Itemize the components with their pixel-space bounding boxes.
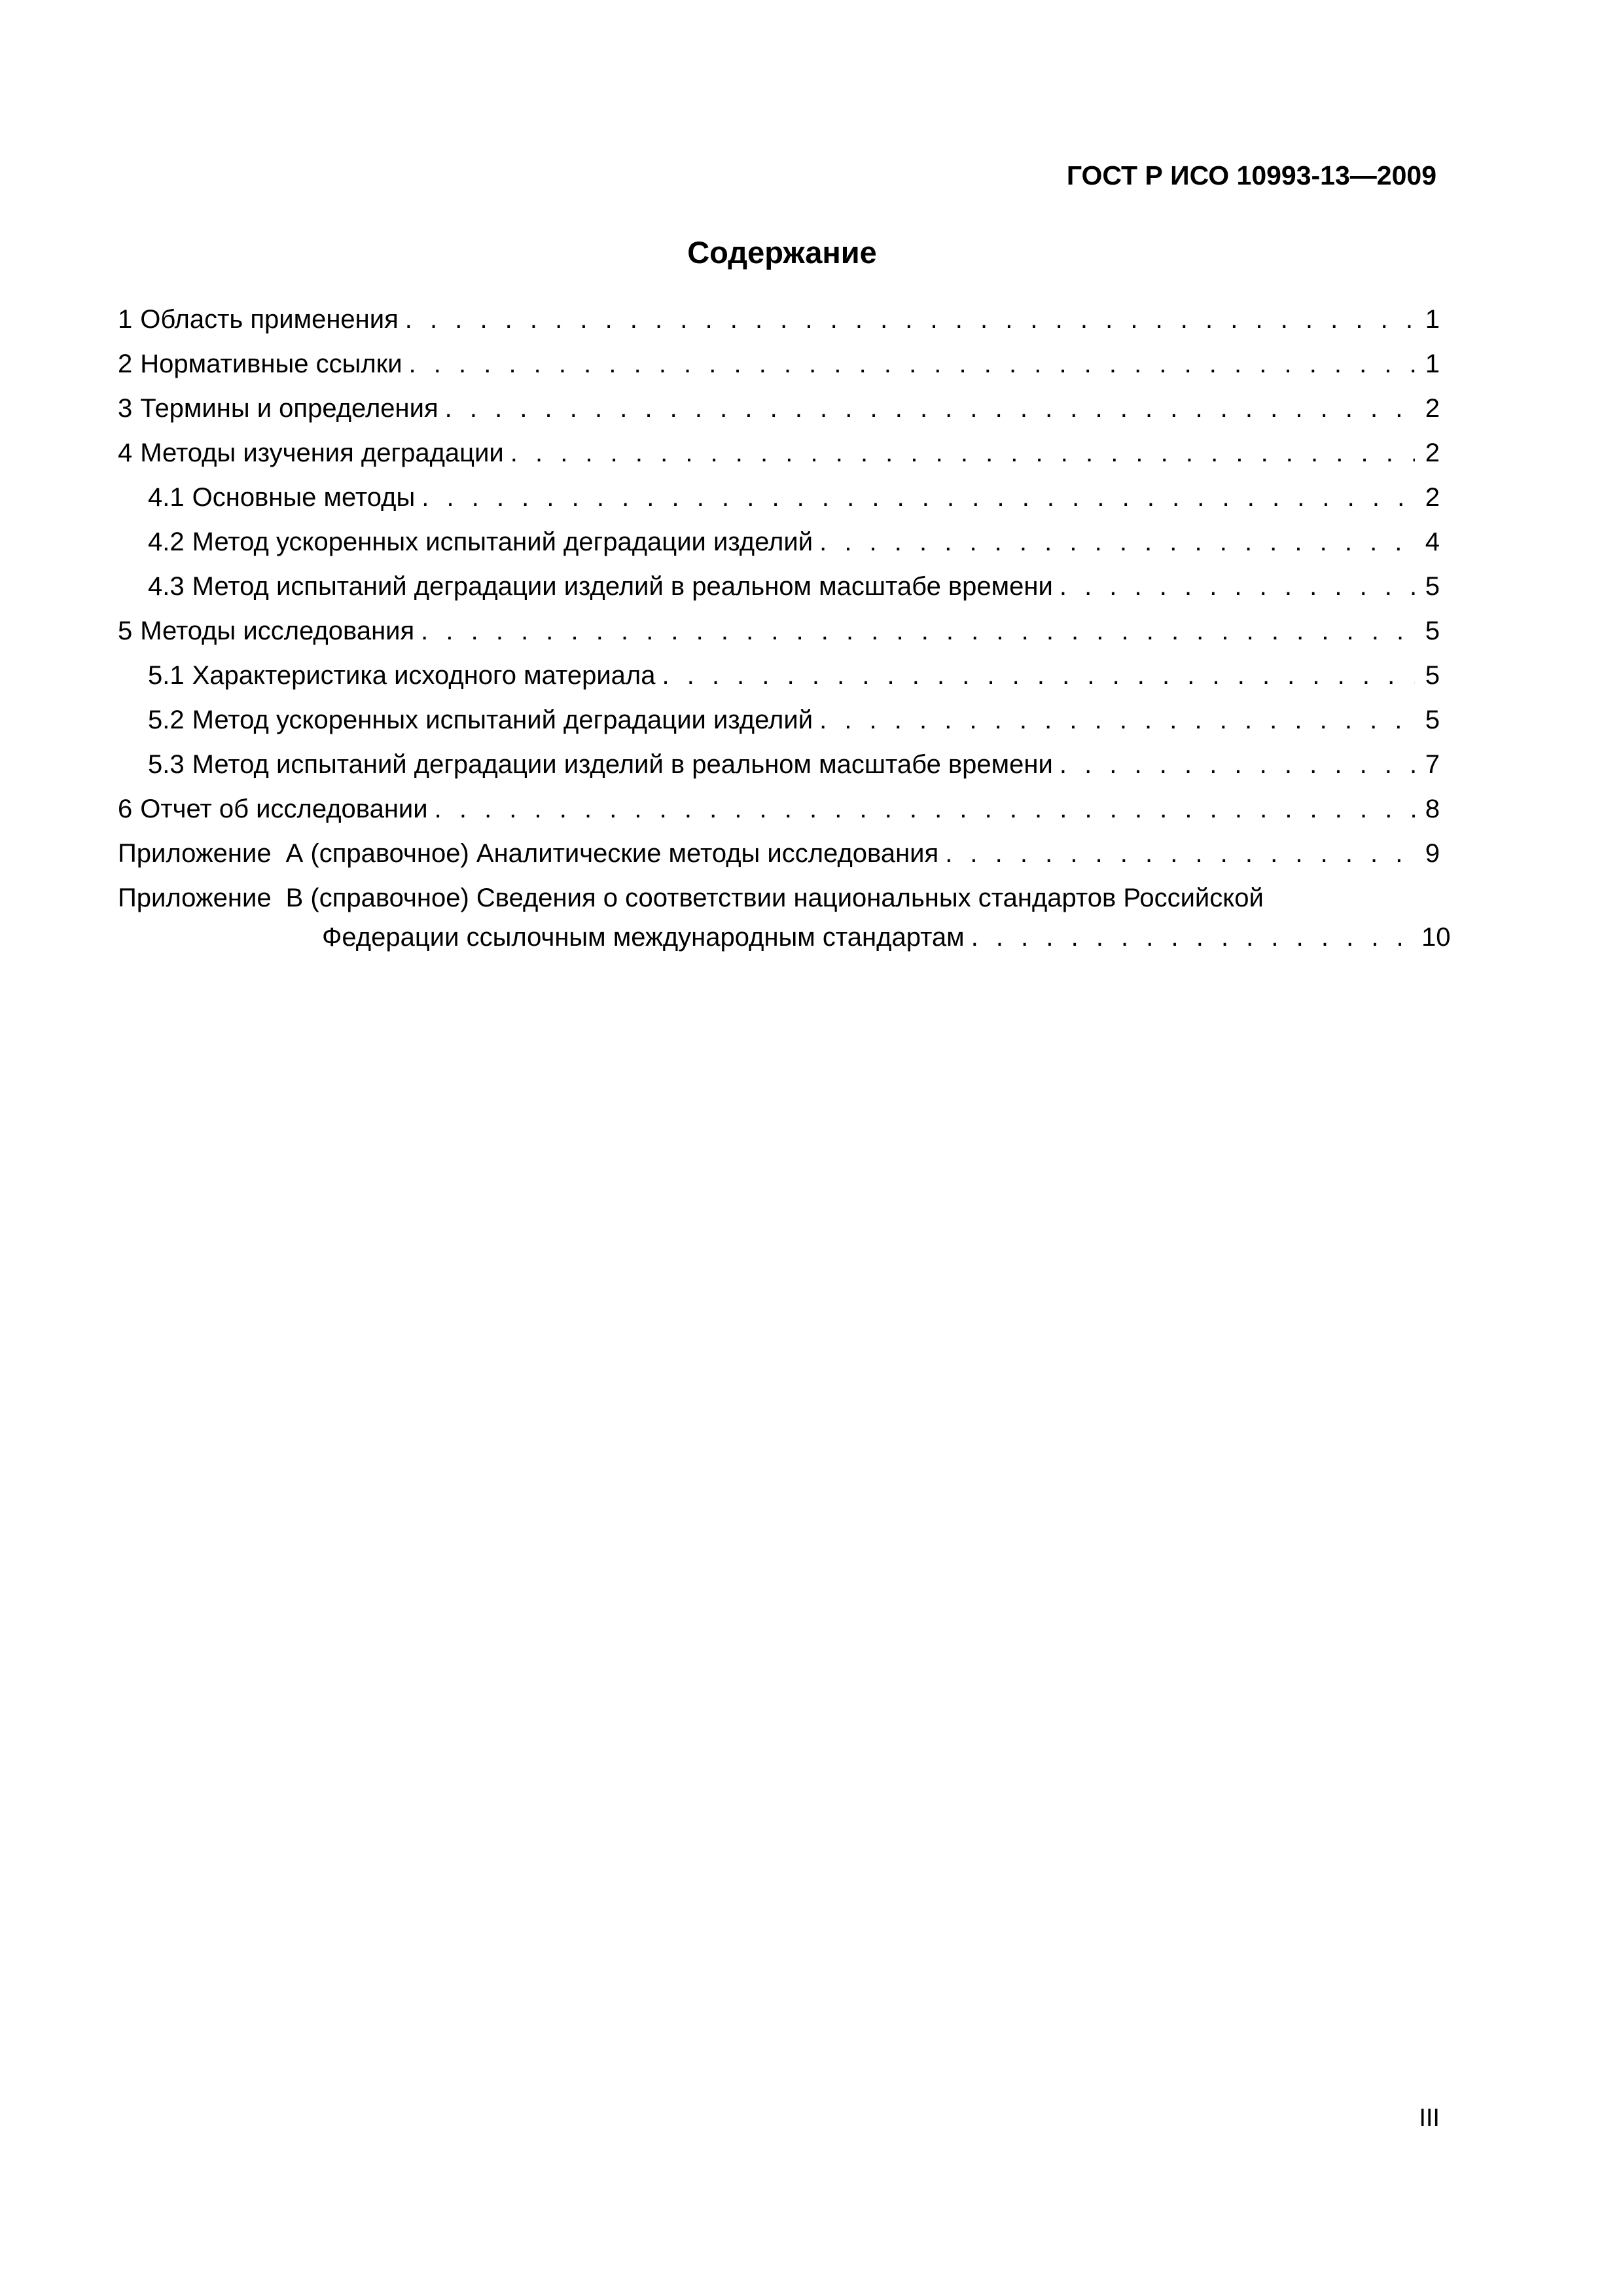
toc-entry-number: 5.1	[148, 661, 185, 690]
toc-entry-title: Нормативные ссылки	[140, 350, 402, 378]
toc-entry-number: 4.1	[148, 483, 185, 512]
toc-appendix-entry[interactable]	[118, 881, 1440, 920]
toc-entry-title: Область применения	[140, 305, 399, 334]
dot-leader	[662, 658, 1416, 692]
toc-entry-title: Метод ускоренных испытаний деградации изделий	[192, 706, 813, 734]
table-of-contents	[118, 302, 1451, 961]
toc-entry-number: 4.2	[148, 528, 185, 556]
dot-leader	[435, 792, 1415, 826]
toc-entry-page: 2	[1425, 439, 1440, 467]
dot-leader	[405, 302, 1415, 336]
toc-subentry[interactable]	[118, 525, 1440, 569]
toc-entry-page: 5	[1425, 617, 1440, 645]
dot-leader	[1060, 747, 1415, 781]
appendix-title: А (справочное) Аналитические методы исследования	[285, 839, 939, 868]
toc-entry-number: 5.2	[148, 706, 185, 734]
toc-entry[interactable]	[118, 347, 1440, 391]
toc-entry-number: 2	[118, 350, 133, 378]
toc-entry-number: 4	[118, 439, 133, 467]
toc-subentry[interactable]	[118, 703, 1440, 747]
toc-entry-page: 5	[1425, 661, 1440, 690]
toc-subentry[interactable]	[118, 480, 1440, 525]
toc-entry-number: 3	[118, 394, 133, 423]
toc-entry[interactable]	[118, 792, 1440, 836]
toc-entry-page: 5	[1425, 572, 1440, 601]
toc-entry[interactable]	[118, 391, 1440, 436]
toc-entry-page: 5	[1425, 706, 1440, 734]
dot-leader	[819, 525, 1415, 559]
appendix-label: Приложение	[118, 884, 272, 912]
toc-appendix-entry[interactable]	[118, 836, 1440, 881]
toc-entry-page: 10	[1421, 923, 1451, 952]
toc-entry-number: 5.3	[148, 750, 185, 779]
dot-leader	[945, 836, 1415, 870]
toc-entry-title: Основные методы	[192, 483, 416, 512]
document-code: ГОСТ Р ИСО 10993-13—2009	[1066, 160, 1436, 190]
toc-entry-title: Методы изучения деградации	[140, 439, 504, 467]
toc-entry[interactable]	[118, 436, 1440, 480]
toc-entry-page: 9	[1425, 839, 1440, 868]
dot-leader	[971, 920, 1415, 954]
toc-entry-page: 2	[1425, 394, 1440, 423]
toc-entry-number: 6	[118, 795, 133, 823]
toc-entry-title: Характеристика исходного материала	[192, 661, 656, 690]
toc-entry-title: Термины и определения	[140, 394, 438, 423]
toc-entry[interactable]	[118, 302, 1440, 347]
toc-subentry[interactable]	[118, 747, 1440, 792]
page-number: III	[1419, 2104, 1440, 2132]
appendix-title: В (справочное) Сведения о соответствии национальных стандартов Российской	[285, 884, 1264, 912]
appendix-label: Приложение	[118, 839, 272, 868]
toc-entry-title: Отчет об исследовании	[140, 795, 428, 823]
appendix-title-continuation: Федерации ссылочным международным стандартам	[322, 923, 965, 952]
toc-subentry[interactable]	[118, 658, 1440, 703]
toc-entry-title: Метод ускоренных испытаний деградации изделий	[192, 528, 813, 556]
dot-leader	[1060, 569, 1415, 603]
dot-leader	[409, 347, 1415, 381]
toc-entry-title: Метод испытаний деградации изделий в реальном масштабе времени	[192, 572, 1053, 601]
dot-leader	[445, 391, 1415, 425]
dot-leader	[510, 436, 1415, 470]
toc-title: Содержание	[687, 235, 877, 270]
toc-entry-page: 4	[1425, 528, 1440, 556]
toc-entry-number: 5	[118, 617, 133, 645]
toc-entry-page: 1	[1425, 305, 1440, 334]
toc-entry-title: Методы исследования	[140, 617, 415, 645]
toc-entry-page: 2	[1425, 483, 1440, 512]
toc-subentry[interactable]	[118, 569, 1440, 614]
toc-entry-page: 8	[1425, 795, 1440, 823]
toc-entry[interactable]	[118, 614, 1440, 658]
dot-leader	[819, 703, 1415, 737]
dot-leader	[421, 614, 1415, 648]
toc-entry-number: 4.3	[148, 572, 185, 601]
toc-entry-page: 1	[1425, 350, 1440, 378]
toc-appendix-continuation[interactable]	[118, 920, 1451, 961]
toc-entry-number: 1	[118, 305, 133, 334]
toc-entry-title: Метод испытаний деградации изделий в реальном масштабе времени	[192, 750, 1053, 779]
dot-leader	[421, 480, 1415, 514]
toc-entry-page: 7	[1425, 750, 1440, 779]
